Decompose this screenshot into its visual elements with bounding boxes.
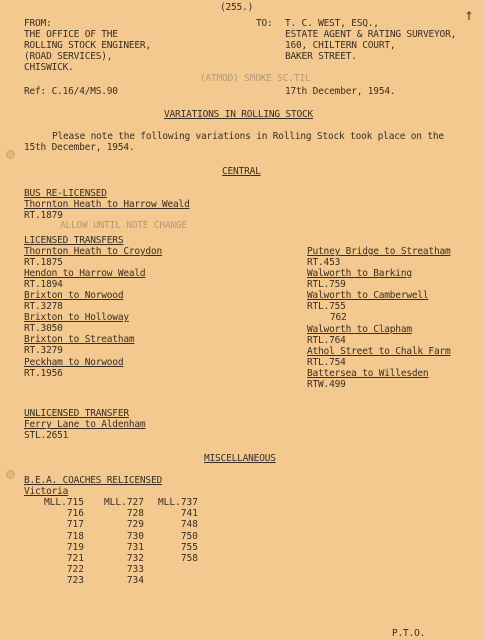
location-label: Victoria: [24, 486, 69, 497]
coach-number: MLL.715: [43, 497, 84, 508]
vehicle-code: RTL.759: [307, 279, 346, 290]
vehicle-code: RTL.755: [307, 301, 346, 312]
coach-number: MLL.727: [103, 497, 144, 508]
coach-column: [82, 497, 144, 587]
vehicle-code: RTW.499: [307, 379, 346, 390]
to-line: 160, CHILTERN COURT,: [285, 40, 396, 51]
coach-number: 718: [66, 530, 84, 542]
coach-number: 717: [66, 519, 84, 531]
route: Walworth to Clapham: [307, 324, 412, 335]
coach-number: 716: [66, 508, 84, 520]
coach-number: 741: [180, 508, 198, 520]
reference: Ref: C.16/4/MS.90: [24, 86, 118, 97]
top-fragment: (255.): [220, 2, 254, 13]
document-date: 17th December, 1954.: [285, 86, 396, 97]
coach-number: 732: [126, 552, 144, 564]
route: Battersea to Willesden: [307, 368, 429, 379]
to-line: ESTATE AGENT & RATING SURVEYOR,: [285, 29, 457, 40]
coach-number: MLL.737: [157, 497, 198, 508]
coach-number: 728: [126, 508, 144, 520]
subheading-unlicensed-transfer: UNLICENSED TRANSFER: [24, 408, 129, 419]
intro-line: Please note the following variations in Rolling Stock took place on the: [52, 131, 444, 142]
coach-number: 723: [66, 575, 84, 587]
coach-number: 733: [126, 564, 144, 576]
punch-hole: [6, 150, 15, 159]
from-line: CHISWICK.: [24, 62, 74, 73]
page-turn-note: P.T.O.: [392, 628, 426, 639]
coach-number: 730: [126, 530, 144, 542]
from-line: ROLLING STOCK ENGINEER,: [24, 40, 151, 51]
coach-number: 731: [126, 541, 144, 553]
route: Thornton Heath to Croydon: [24, 246, 162, 257]
coach-column: [24, 497, 84, 587]
from-label: FROM:: [24, 18, 52, 29]
coach-number: 719: [66, 541, 84, 553]
vehicle-code: RTL.764: [307, 335, 346, 346]
vehicle-code: RT.453: [307, 257, 341, 268]
route: Ferry Lane to Aldenham: [24, 419, 146, 430]
section-heading-central: CENTRAL: [222, 166, 261, 177]
route: Peckham to Norwood: [24, 357, 124, 368]
from-line: (ROAD SERVICES),: [24, 51, 113, 62]
vehicle-code: RT.1956: [24, 368, 63, 379]
vehicle-code: RT.3050: [24, 323, 63, 334]
vehicle-code-extra: 762: [330, 312, 347, 323]
section-heading-miscellaneous: MISCELLANEOUS: [204, 453, 276, 464]
route: Brixton to Streatham: [24, 334, 135, 345]
vehicle-code: RT.1875: [24, 257, 63, 268]
coach-number: 722: [66, 564, 84, 576]
route: Brixton to Norwood: [24, 290, 124, 301]
route: Walworth to Camberwell: [307, 290, 429, 301]
vehicle-code: RT.3279: [24, 345, 63, 356]
route: Athol Street to Chalk Farm: [307, 346, 451, 357]
coach-column: [136, 497, 198, 564]
coach-number: 729: [126, 519, 144, 531]
coach-number: 758: [180, 552, 198, 564]
vehicle-code: STL.2651: [24, 430, 69, 441]
intro-line: 15th December, 1954.: [24, 142, 135, 153]
vehicle-code: RT.1879: [24, 210, 63, 221]
route: Putney Bridge to Streatham: [307, 246, 451, 257]
route: Walworth to Barking: [307, 268, 412, 279]
coach-number: 748: [180, 519, 198, 531]
document-title: VARIATIONS IN ROLLING STOCK: [164, 109, 314, 120]
coach-number: 734: [126, 575, 144, 587]
coach-number: 755: [180, 541, 198, 553]
subheading-bea-coaches: B.E.A. COACHES RELICENSED: [24, 475, 162, 486]
to-label: TO:: [256, 18, 273, 29]
vehicle-code: RTL.754: [307, 357, 346, 368]
to-line: T. C. WEST, ESQ.,: [285, 18, 379, 29]
stamp-text: (ATMOD) SMOKE SC.TIL: [200, 73, 311, 84]
route: Hendon to Harrow Weald: [24, 268, 146, 279]
subheading-licensed-transfers: LICENSED TRANSFERS: [24, 235, 124, 246]
to-line: BAKER STREET.: [285, 51, 357, 62]
vehicle-code: RT.1894: [24, 279, 63, 290]
faint-note: ALLOW UNTIL NOTE CHANGE: [60, 220, 187, 231]
from-line: THE OFFICE OF THE: [24, 29, 118, 40]
coach-number-grid: [24, 497, 224, 592]
route: Brixton to Holloway: [24, 312, 129, 323]
route: Thornton Heath to Harrow Weald: [24, 199, 190, 210]
corner-arrow-icon: ↑: [464, 5, 474, 24]
punch-hole: [6, 470, 15, 479]
subheading-relicensed: BUS RE-LICENSED: [24, 188, 107, 199]
coach-number: 750: [180, 530, 198, 542]
vehicle-code: RT.3278: [24, 301, 63, 312]
coach-number: 721: [66, 552, 84, 564]
